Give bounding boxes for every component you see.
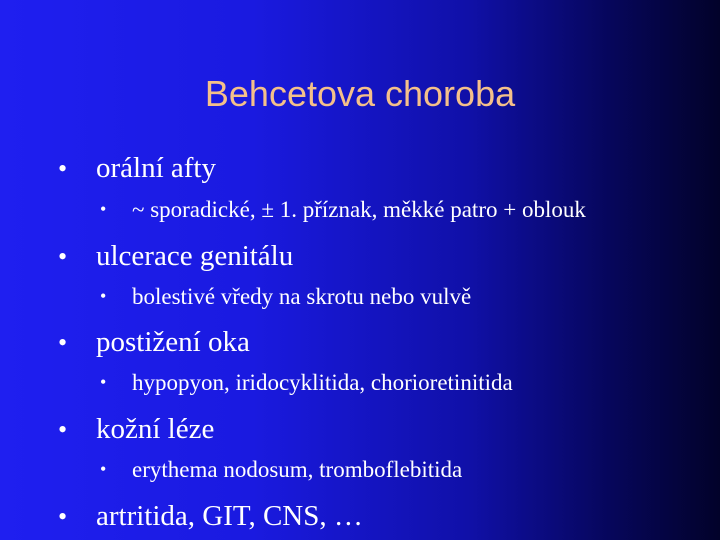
bullet-icon: • [58, 415, 68, 444]
bullet-item-oral-aphthae [58, 152, 216, 185]
bullet-icon: • [100, 459, 107, 479]
sub-bullet-item-skin-lesions [100, 457, 462, 483]
sub-bullet-item-oral-aphthae [100, 197, 586, 223]
bullet-icon: • [100, 199, 107, 219]
bullet-item-arthritis [58, 500, 363, 533]
bullet-icon: • [100, 286, 107, 306]
sub-bullet-item-eye [100, 370, 513, 396]
bullet-item-skin-lesions [58, 413, 214, 446]
bullet-icon: • [58, 154, 68, 183]
sub-bullet-item-genital-ulcers [100, 284, 471, 310]
bullet-text: kožní léze [96, 413, 215, 445]
bullet-icon: • [58, 328, 68, 357]
bullet-text: ulcerace genitálu [96, 240, 294, 272]
slide-title: Behcetova choroba [204, 73, 516, 114]
bullet-item-genital-ulcers [58, 240, 293, 273]
bullet-item-eye [58, 326, 250, 359]
bullet-icon: • [58, 502, 68, 531]
sub-bullet-text: bolestivé vředy na skrotu nebo vulvě [132, 284, 472, 309]
bullet-icon: • [100, 372, 107, 392]
bullet-text: artritida, GIT, CNS, … [96, 500, 363, 532]
sub-bullet-text: hypopyon, iridocyklitida, chorioretinitida [132, 370, 513, 395]
sub-bullet-text: ~ sporadické, ± 1. příznak, měkké patro + oblouk [132, 197, 586, 222]
bullet-text: orální afty [96, 152, 216, 184]
bullet-text: postižení oka [96, 326, 250, 358]
sub-bullet-text: erythema nodosum, tromboflebitida [132, 457, 463, 482]
bullet-icon: • [58, 242, 68, 271]
